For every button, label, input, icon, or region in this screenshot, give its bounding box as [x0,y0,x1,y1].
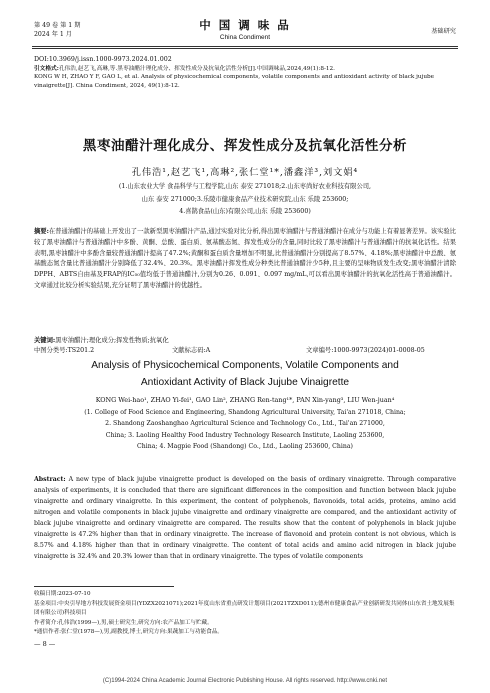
clc-number: 中图分类号:TS201.2 [34,347,95,354]
abstract-en [34,474,456,562]
affiliation-en-line: (1. College of Food Science and Engineering, Shandong Agricultural University, Tai'an 271018, China; [84,409,406,416]
issue-date: 2024 年 1 月 [34,30,72,38]
page-number: — 8 — [34,640,56,648]
abstract-cn-label: 摘要: [34,228,49,235]
abstract-en-label: Abstract: [34,476,66,483]
abstract-en-text: A new type of black jujube vinaigrette product is developed on the basis of ordinary vinaigrette. Through comparative analysis of experiments, it is concluded that there are significant differences in the composition and function between black jujube vinaigrette and ordinary vinaigrette. In this experiment, the content of polyphenols, flavonoids, total acids, proteins, amino acid nitrogen and volatile components in black jujube vinaigrette and ordinary vinaigrette are compared, and the antioxidant activity of black jujube vinaigrette and ordinary vinaigrette are compared. The results show that the content of polyphenols in black jujube vinaigrette is 47.2% higher than that in ordinary vinaigrette. The increase of flavonoid and protein content is not obvious, which is 8.57% and 4.18% higher than that in ordinary vinaigrette. The content of total acids and amino acid nitrogen in black jujube vinaigrette is 32.4% and 20.3% lower than that in ordinary vinaigrette. The types of volatile components [34,476,457,560]
abstract-cn-text: 在普通油醋汁的基础上开发出了一款新型黑枣油醋汁产品,通过实验对比分析,得出黑枣油醋汁与普通油醋汁在成分与功能上有着显著差异。该实验比较了黑枣油醋汁与普通油醋汁中多酚、黄酮、总酸、蛋白质、氨基酸态氮、挥发性成分的含量,同时比较了黑枣油醋汁与普通油醋汁的抗氧化活性。结果表明,黑枣油醋汁中多酚含量较普通油醋汁提高了47.2%;黄酮和蛋白质含量增加不明显,比普通油醋汁分别提高了8.57%、4.18%;黑枣油醋汁中总酸、氨基酸态氮含量比普通油醋汁分别降低了32.4%、20.3%。黑枣油醋汁挥发性成分种类比普通油醋汁少5种,且主要的呈味物质发生改变;黑枣油醋汁清除DPPH、ABTS自由基及FRAP的IC₅₀值均低于普通油醋汁,分别为0.26、0.091、0.097 mg/mL,可以看出黑枣油醋汁的抗氧化活性高于普通油醋汁。文章通过比较分析实验结果,充分证明了黑枣油醋汁的优越性。 [34,228,456,289]
copyright-notice: (C)1994-2024 China Academic Journal Electronic Publishing House. All rights reserved. http://www.cnki.net [102,678,388,684]
article-title-en [0,358,490,391]
author-bio: 作者简介:孔伟浩(1999—),男,硕士研究生,研究方向:农产品加工与贮藏。 [34,619,213,626]
affiliations-en [54,407,436,452]
authors-cn: 孔伟浩¹,赵艺飞¹,高琳²,张仁堂¹*,潘鑫洋³,刘文娟⁴ [131,167,359,178]
authors-en: KONG Wei-hao¹, ZHAO Yi-fei¹, GAO Lin², ZHANG Ren-tang¹*, PAN Xin-yang³, LIU Wen-juan⁴ [95,396,395,404]
journal-name-en: China Condiment [219,34,271,41]
title-en-line: Analysis of Physicochemical Components, Volatile Components and [91,360,399,371]
volume-number: 第 49 卷 第 1 期 [34,22,81,29]
affiliation-en-line: China; 3. Laoling Healthy Food Industry Technology Research Institute, Laoling 253600, [105,431,385,439]
affiliation-en-line: China; 4. Magpie Food (Shandong) Co., Ltd., Laoling 253600, China) [137,442,353,450]
keywords-cn-label: 关键词: [34,337,56,344]
footnotes [34,590,458,638]
abstract-cn [34,227,456,292]
citation-label: 引文格式: [34,66,59,72]
journal-title [0,17,490,41]
affiliation-line: (1.山东农业大学 食品科学与工程学院,山东 泰安 271018;2.山东枣尚好农业科技有限公司, [118,183,372,190]
doi: DOI:10.3969/j.issn.1000-9973.2024.01.002 [34,56,172,63]
affiliation-en-line: 2. Shandong Zaoshanghao Agricultural Science and Technology Co., Ltd., Tai'an 271000, [105,420,385,428]
header-rule [32,46,458,47]
funding: 基金项目:中央引导地方科技发展资金项目(YDZX2021071);2021年度山东省重点研发计划项目(2021TZXD011);德州市健康食品产业创新研发共同体(山东省土地发展集团有限公司)科技项目 [34,600,455,617]
document-code: 文献标志码:A [172,347,211,354]
keywords-cn [34,335,169,344]
article-number: 文章编号:1000-9973(2024)01-0008-05 [306,347,425,354]
citation-en: KONG W H, ZHAO Y F, GAO L, et al. Analysis of physicochemical components, volatile components and antioxidant activity of black jujube vinaigrette[J]. China Condiment, 2024, 49(1):8-12. [34,74,435,89]
affiliations-cn [64,181,426,219]
affiliation-line: 山东 泰安 271000;3.乐陵市健康食品产业技术研究院,山东 乐陵 253600; [141,195,349,203]
keywords-cn-text: 黑枣油醋汁;理化成分;挥发性物质;抗氧化 [55,337,169,344]
journal-name-cn: 中 国 调 味 品 [199,18,291,32]
corresponding-author: *通信作者:张仁堂(1978—),男,副教授,博士,研究方向:果蔬加工与功能食品。 [34,629,223,636]
article-title-cn: 黑枣油醋汁理化成分、挥发性成分及抗氧化活性分析 [82,138,408,154]
section-label: 基础研究 [431,28,456,35]
citation-cn: 孔伟浩,赵艺飞,高琳,等.黑枣油醋汁理化成分、挥发性成分及抗氧化活性分析[J].中国调味品,2024,49(1):8-12. [58,66,335,72]
title-en-line: Antioxidant Activity of Black Jujube Vinaigrette [140,376,350,388]
citation-block [34,65,458,90]
footnote-rule [34,586,174,587]
received-date: 收稿日期:2023-07-10 [34,591,91,597]
header-rule-thin [32,48,458,49]
affiliation-line: 4.喜鹊食品(山东)有限公司,山东 乐陵 253600) [179,208,311,216]
